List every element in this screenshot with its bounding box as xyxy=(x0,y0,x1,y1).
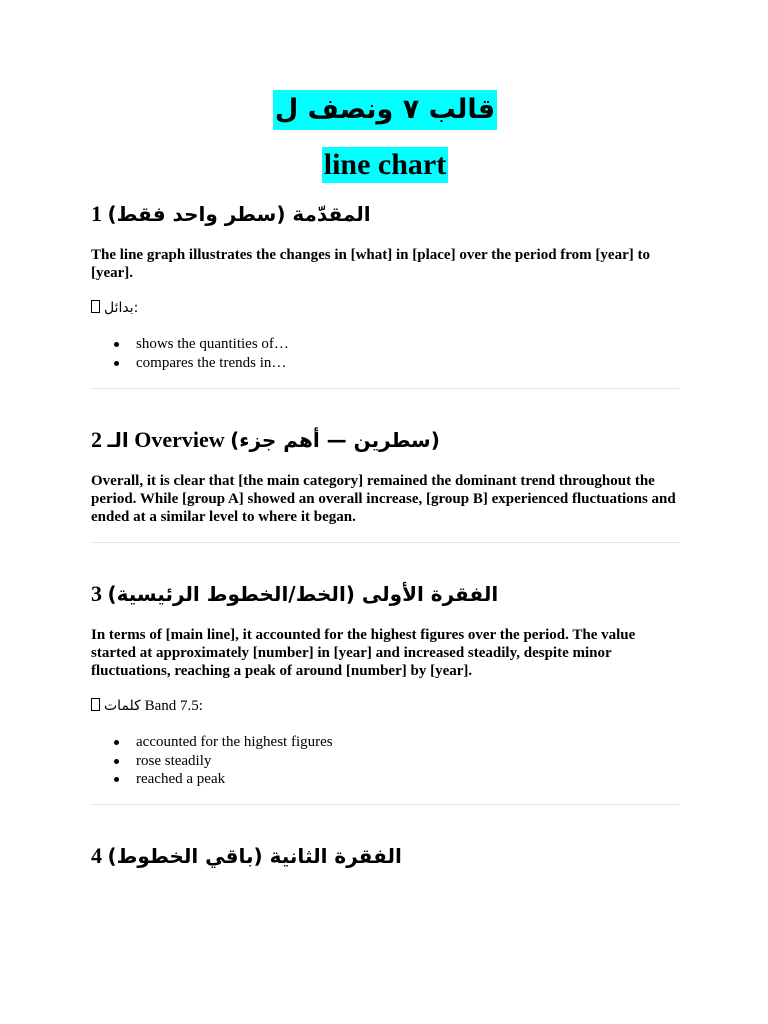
section-3-heading xyxy=(91,580,679,608)
section-1-bullets xyxy=(91,335,679,372)
section-2 xyxy=(91,426,679,454)
section-2-heading-english: Overview xyxy=(134,427,225,452)
section-3-note xyxy=(91,697,679,715)
list-item: reached a peak xyxy=(136,770,679,789)
section-1-note xyxy=(91,299,679,317)
section-divider xyxy=(91,542,679,543)
section-1-bullet-list xyxy=(91,335,679,372)
band-words-label xyxy=(91,697,679,715)
alternatives-label xyxy=(91,299,679,317)
list-item: rose steadily xyxy=(136,752,679,771)
section-2-heading-suffix: (سطرين — أهم جزء) xyxy=(230,428,440,452)
section-3-bullets xyxy=(91,733,679,789)
section-1-number: 1 xyxy=(91,201,102,226)
section-2-heading-prefix: الـ xyxy=(107,428,129,452)
section-1 xyxy=(91,200,679,228)
section-4-number: 4 xyxy=(91,843,102,868)
page-title-arabic: قالب ٧ ونصف ل xyxy=(273,90,497,130)
list-item: shows the quantities of… xyxy=(136,335,679,354)
section-3-body xyxy=(91,626,679,680)
section-3 xyxy=(91,580,679,608)
list-item: compares the trends in… xyxy=(136,354,679,373)
section-divider xyxy=(91,388,679,389)
box-icon xyxy=(91,698,100,711)
title-line-1-wrap xyxy=(91,90,679,130)
list-item: accounted for the highest figures xyxy=(136,733,679,752)
title-line-2-wrap xyxy=(91,147,679,183)
section-3-number: 3 xyxy=(91,581,102,606)
section-1-body xyxy=(91,246,679,282)
section-1-paragraph: The line graph illustrates the changes in [what] in [place] over the period from [year] to [year]. xyxy=(91,247,650,281)
section-3-paragraph: In terms of [main line], it accounted for the highest figures over the period. The value started at approximately [number] in [year] and increased steadily, despite minor fluctuations, reaching a peak of around [number] by [year]. xyxy=(91,627,636,679)
section-2-number: 2 xyxy=(91,427,102,452)
section-1-heading-text: (المقدّمة (سطر واحد فقط xyxy=(107,202,371,226)
box-icon xyxy=(91,300,100,313)
alternatives-label-text: بدائل: xyxy=(104,300,139,316)
section-2-body xyxy=(91,472,679,526)
section-2-heading xyxy=(91,426,679,454)
section-4 xyxy=(91,842,679,870)
page-title-english: line chart xyxy=(323,148,447,181)
band-words-label-english: Band 7.5: xyxy=(144,698,203,714)
section-2-paragraph: Overall, it is clear that [the main category] remained the dominant trend throughout the period. While [group A] showed an overall increase, [group B] experienced fluctuations and ended at a similar level to where it began. xyxy=(91,473,676,525)
section-3-heading-text: (الفقرة الأولى (الخط/الخطوط الرئيسية xyxy=(107,582,499,606)
band-words-label-arabic: كلمات xyxy=(104,698,141,714)
section-1-heading xyxy=(91,200,679,228)
section-4-heading-text: (الفقرة الثانية (باقي الخطوط xyxy=(107,844,402,868)
section-divider xyxy=(91,804,679,805)
section-3-bullet-list xyxy=(91,733,679,789)
section-4-heading xyxy=(91,842,679,870)
